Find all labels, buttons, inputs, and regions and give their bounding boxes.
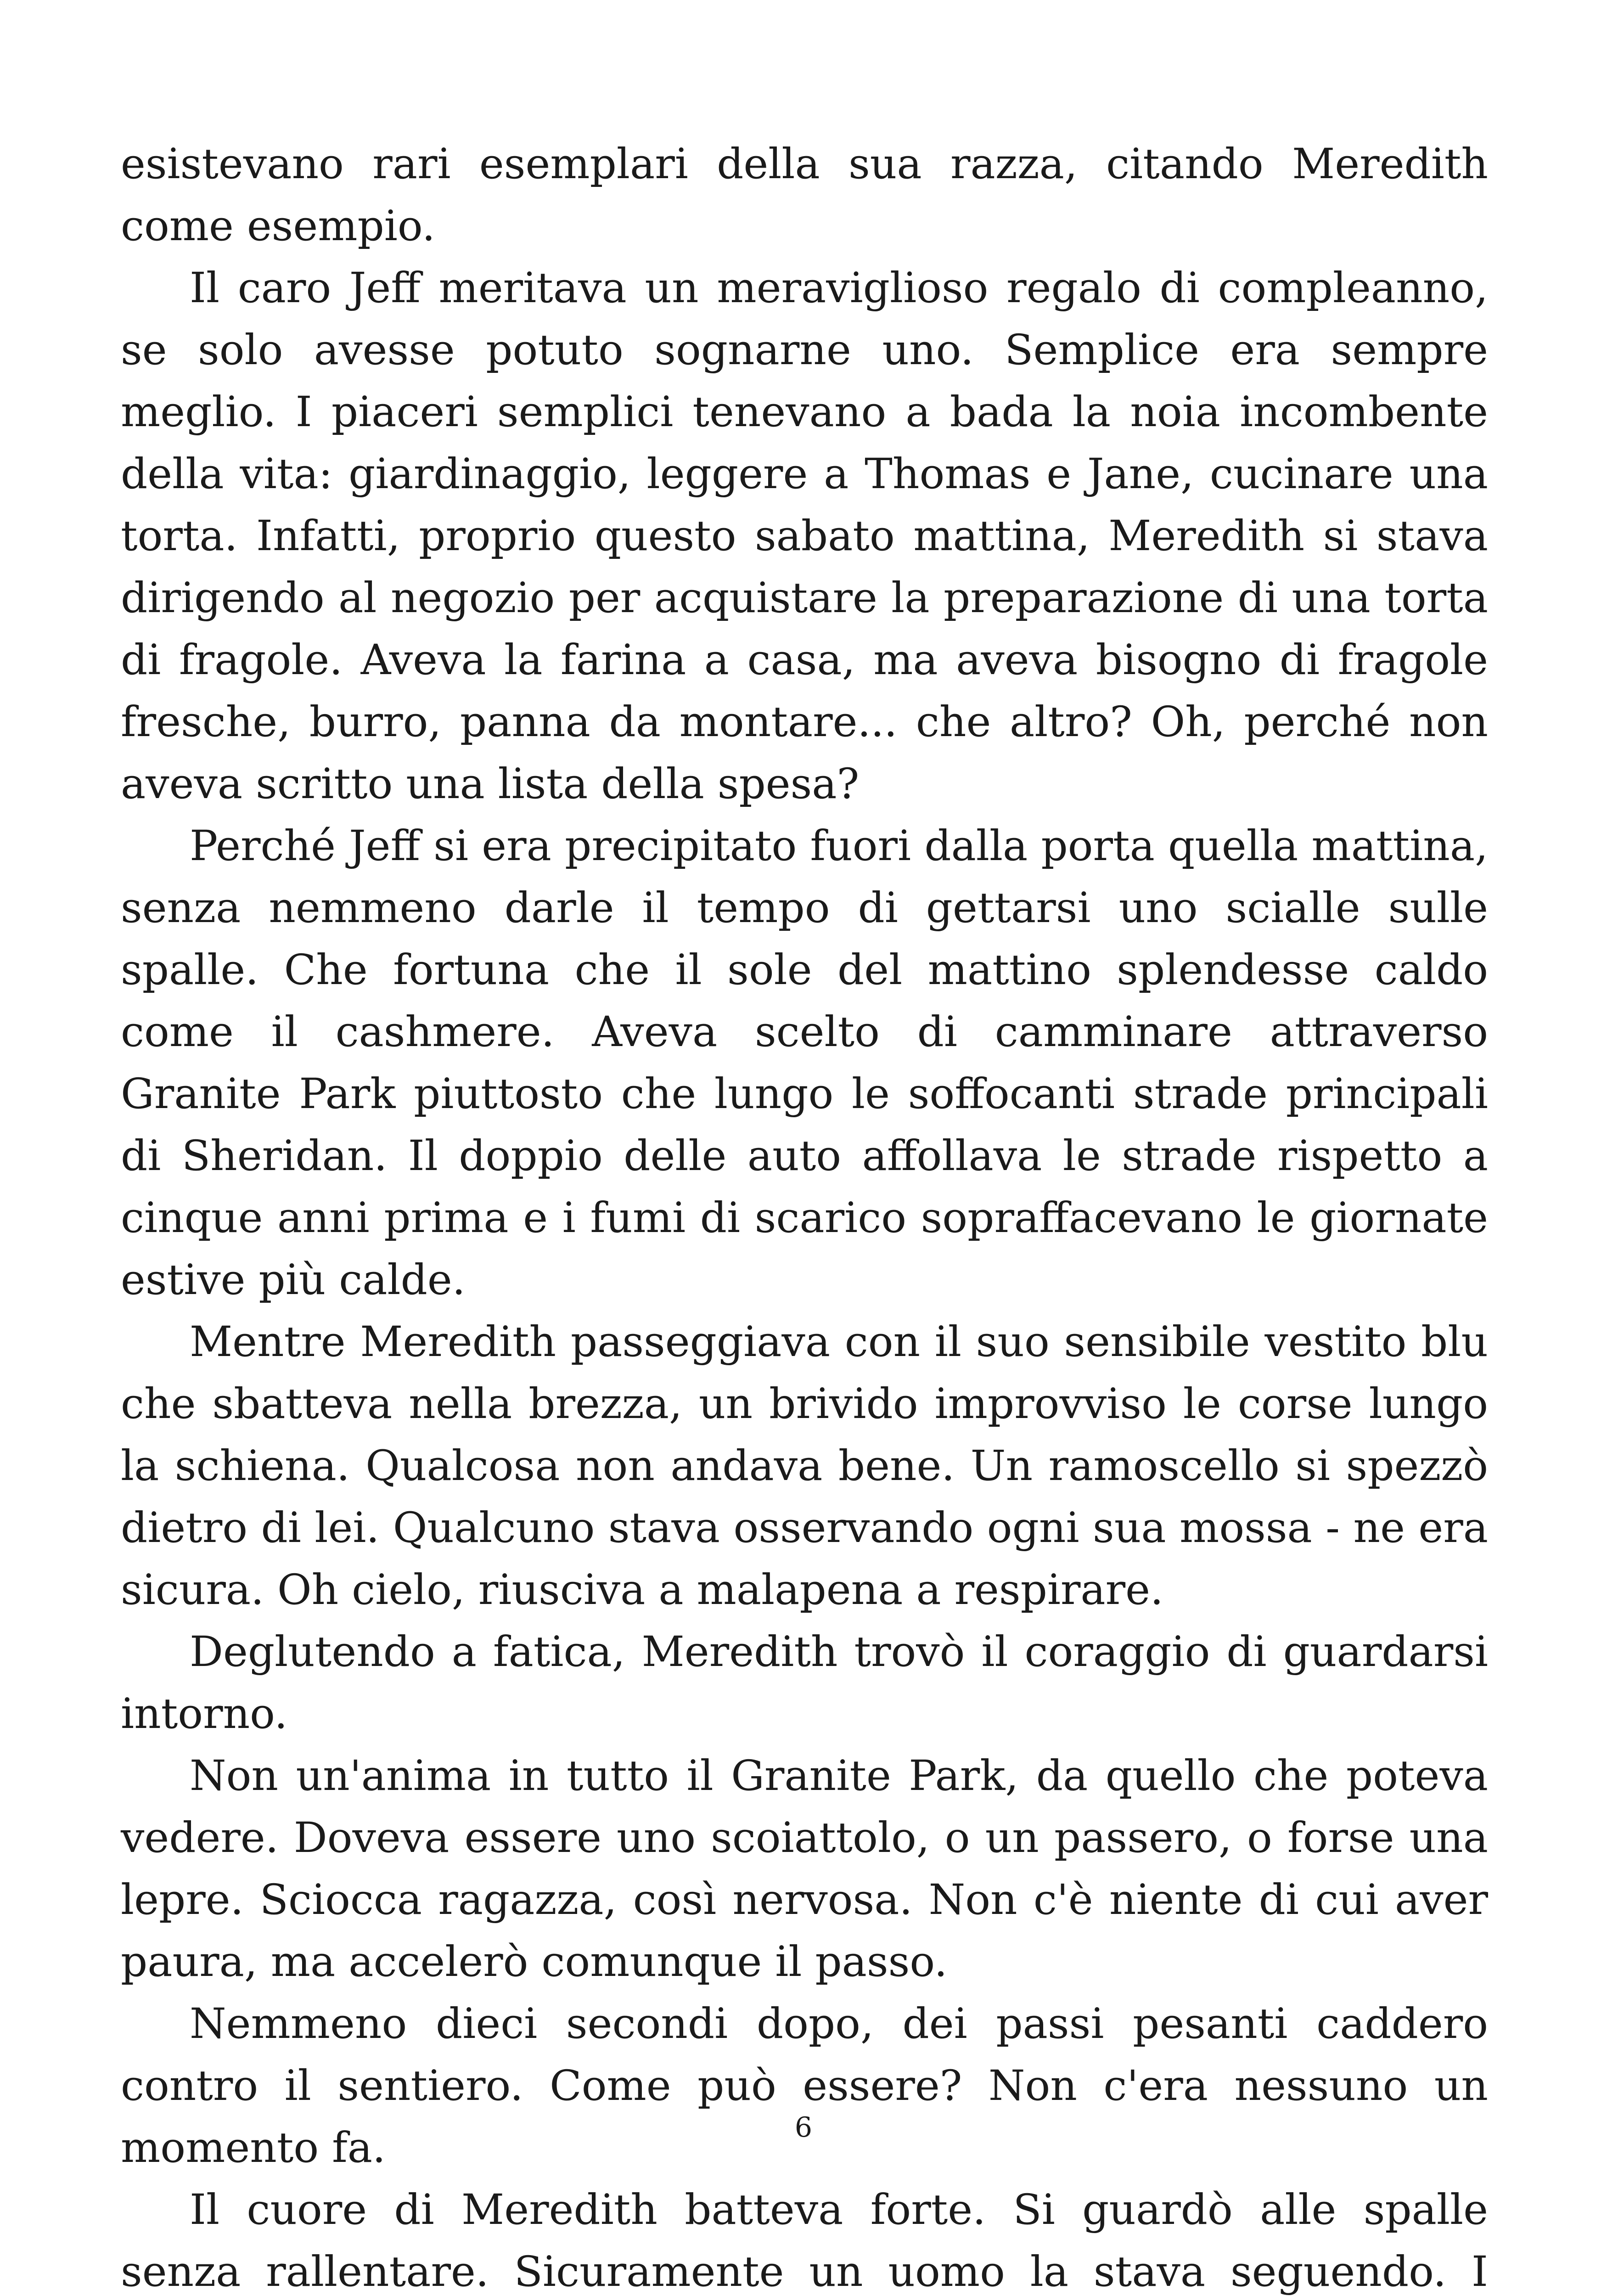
page-number: 6	[794, 2111, 813, 2144]
paragraph: Perché Jeff si era precipitato fuori dalla porta quella mattina, senza nemmeno darle il tempo di gettarsi uno scialle sulle spalle. Che fortuna che il sole del mattino splendesse caldo come il cashmere. Aveva scelto di camminare attraverso Granite Park piuttosto che lungo le soffocanti strade principali di Sheridan. Il doppio delle auto affollava le strade rispetto a cinque anni prima e i fumi di scarico sopraffacevano le giornate estive più calde.	[121, 822, 1488, 1304]
paragraph: Mentre Meredith passeggiava con il suo sensibile vestito blu che sbatteva nella brezza, un brivido improvviso le corse lungo la schiena. Qualcosa non andava bene. Un ramoscello si spezzò dietro di lei. Qualcuno stava osservando ogni sua mossa - ne era sicura. Oh cielo, riusciva a malapena a respirare.	[121, 1318, 1488, 1614]
paragraph: Deglutendo a fatica, Meredith trovò il coraggio di guardarsi intorno.	[121, 1628, 1488, 1738]
paragraph: Il caro Jeff meritava un meraviglioso regalo di compleanno, se solo avesse potuto sognarne uno. Semplice era sempre meglio. I piaceri semplici tenevano a bada la noia incombente della vita: giardinaggio, leggere a Thomas e Jane, cucinare una torta. Infatti, proprio questo sabato mattina, Meredith si stava dirigendo al negozio per acquistare la preparazione di una torta di fragole. Aveva la farina a casa, ma aveva bisogno di fragole fresche, burro, panna da montare... che altro? Oh, perché non aveva scritto una lista della spesa?	[121, 264, 1488, 808]
paragraph: Nemmeno dieci secondi dopo, dei passi pesanti caddero contro il sentiero. Come può essere? Non c'era nessuno un momento fa.	[121, 2000, 1488, 2172]
body-text	[121, 133, 1488, 2296]
paragraph: esistevano rari esemplari della sua razza, citando Meredith come esempio.	[121, 140, 1488, 250]
paragraph: Il cuore di Meredith batteva forte. Si guardò alle spalle senza rallentare. Sicuramente un uomo la stava seguendo. I	[121, 2186, 1488, 2296]
paragraph: Non un'anima in tutto il Granite Park, da quello che poteva vedere. Doveva essere uno scoiattolo, o un passero, o forse una lepre. Sciocca ragazza, così nervosa. Non c'è niente di cui aver paura, ma accelerò comunque il passo.	[121, 1752, 1488, 1986]
